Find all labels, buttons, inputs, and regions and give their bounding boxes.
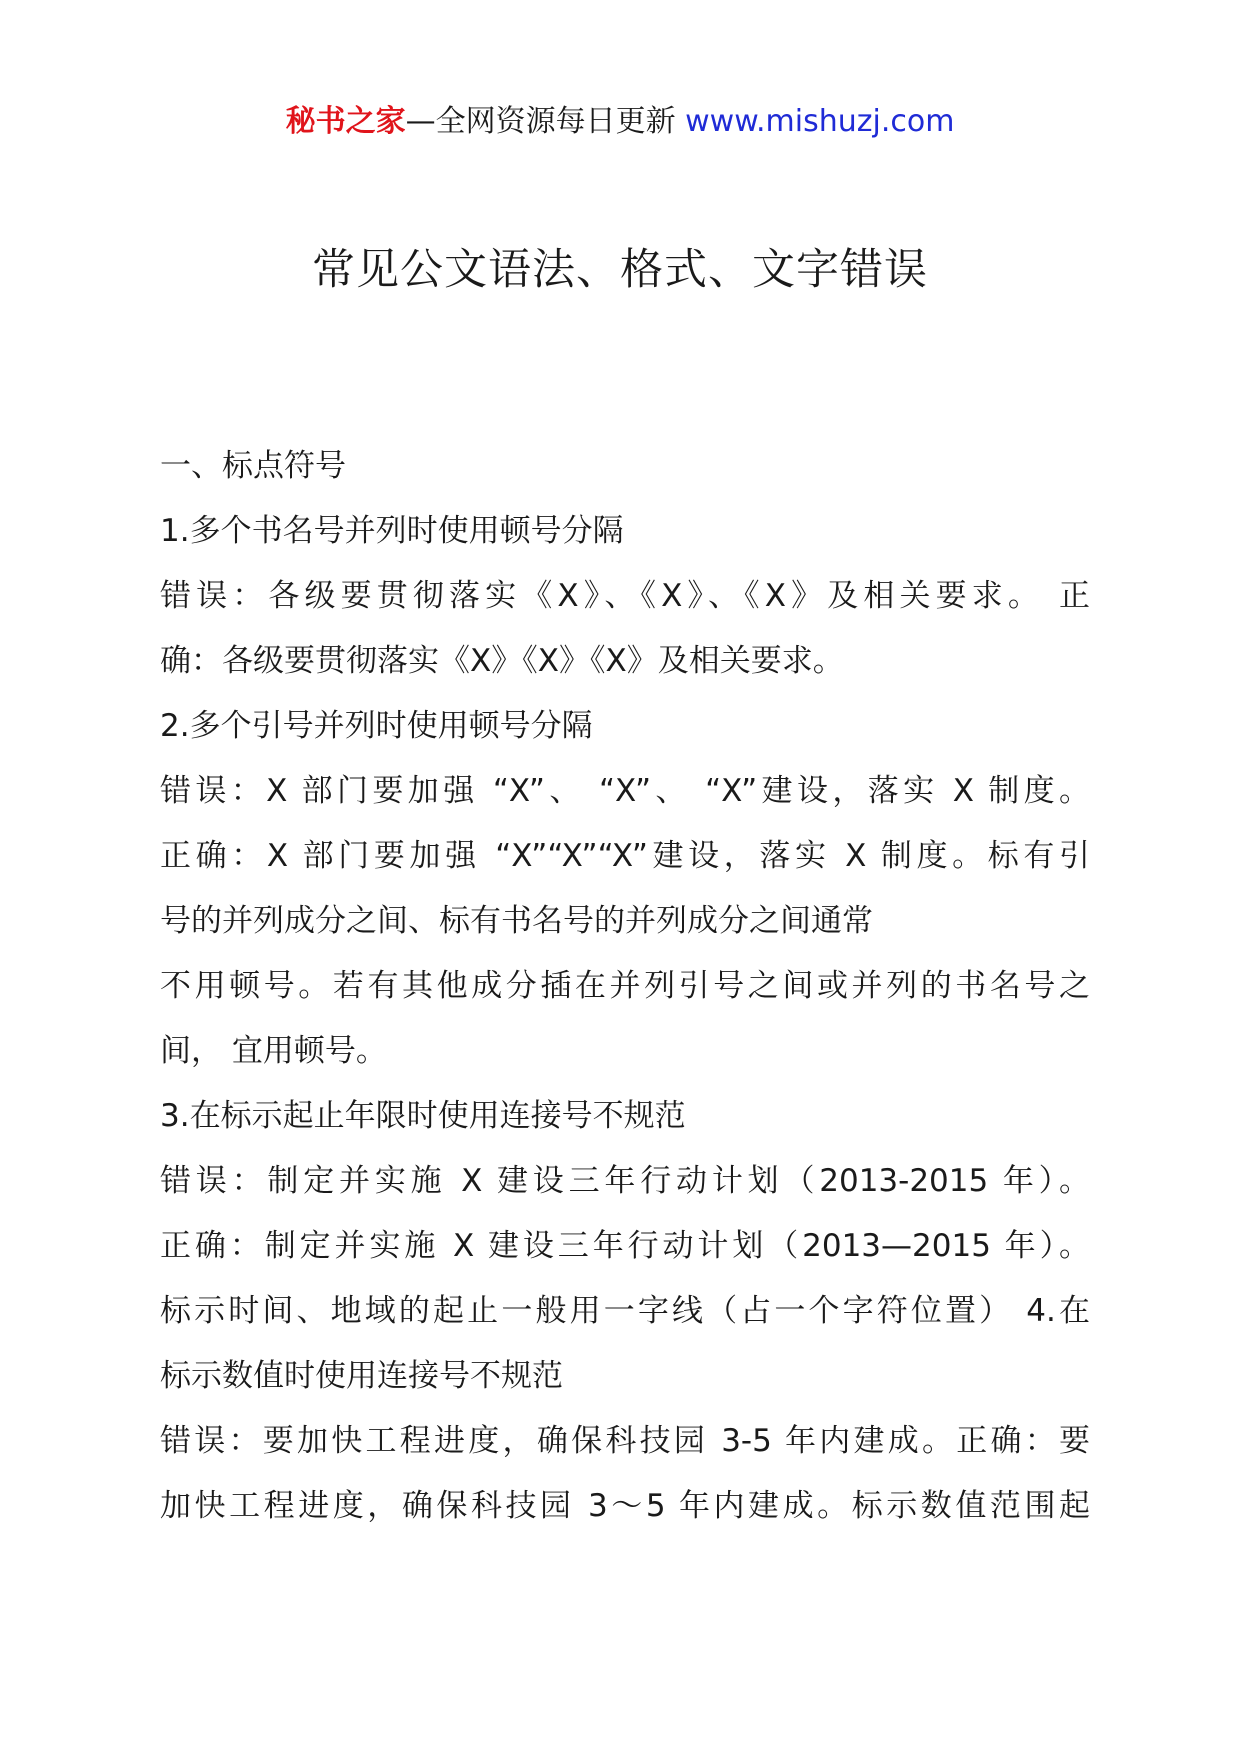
site-url-link[interactable]: www.mishuzj.com: [685, 104, 955, 139]
body-line: 错误：各级要贯彻落实《X》、《X》、《X》及相关要求。 正: [160, 578, 1090, 614]
body-line: 错误：制定并实施 X 建设三年行动计划（2013-2015 年）。: [160, 1163, 1090, 1199]
header-tagline: —全网资源每日更新: [405, 104, 686, 139]
brand-name: 秘书之家: [285, 104, 406, 139]
subsection-heading: 1.多个书名号并列时使用顿号分隔: [160, 513, 624, 549]
body-line: 正确：制定并实施 X 建设三年行动计划（2013—2015 年）。: [160, 1228, 1090, 1264]
section-heading: 一、标点符号: [160, 448, 346, 484]
body-line: 加快工程进度，确保科技园 3～5 年内建成。标示数值范围起: [160, 1488, 1090, 1524]
body-line: 标示数值时使用连接号不规范: [160, 1358, 563, 1394]
body-line: 确：各级要贯彻落实《X》《X》《X》及相关要求。: [160, 643, 844, 679]
body-line: 不用顿号。若有其他成分插在并列引号之间或并列的书名号之: [160, 968, 1090, 1004]
site-header: [0, 102, 1240, 142]
subsection-heading: 3.在标示起止年限时使用连接号不规范: [160, 1098, 686, 1134]
body-line: 正确：X 部门要加强 “X”“X”“X”建设，落实 X 制度。标有引: [160, 838, 1090, 874]
body-line: 号的并列成分之间、标有书名号的并列成分之间通常: [160, 903, 873, 939]
document-title: 常见公文语法、格式、文字错误: [312, 245, 928, 295]
document-body: [160, 434, 1090, 1539]
body-line: 标示时间、地域的起止一般用一字线（占一个字符位置） 4.在: [160, 1293, 1090, 1329]
body-line: 错误：X 部门要加强 “X”、 “X”、 “X”建设，落实 X 制度。: [160, 773, 1090, 809]
body-line: 错误：要加快工程进度，确保科技园 3-5 年内建成。正确：要: [160, 1423, 1090, 1459]
body-line: 间， 宜用顿号。: [160, 1033, 387, 1069]
subsection-heading: 2.多个引号并列时使用顿号分隔: [160, 708, 593, 744]
